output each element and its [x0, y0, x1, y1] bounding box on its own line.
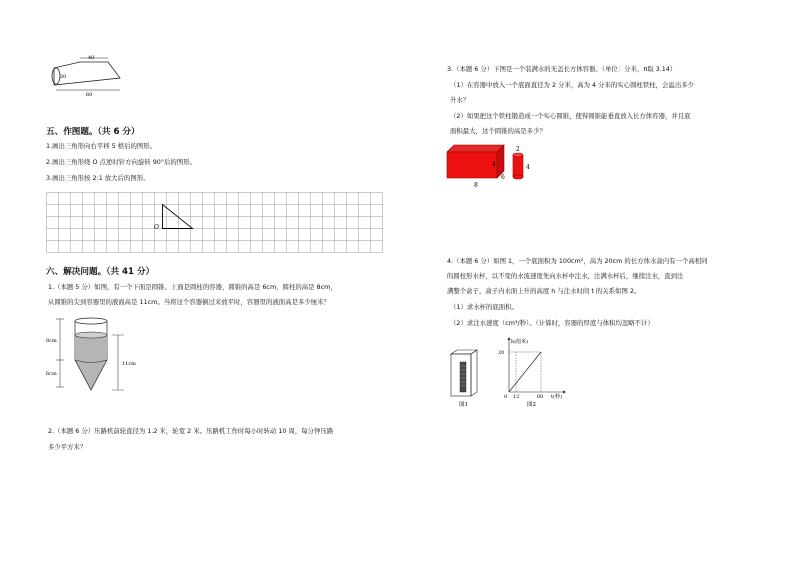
section5-item-2: 2.画出三角形绕 O 点逆时针方向旋转 90°后的图形。 [46, 158, 196, 166]
container-figure [46, 315, 156, 395]
q4-part1: （1）求水杯的底面积。 [450, 303, 518, 311]
svg-text:60: 60 [537, 394, 544, 400]
svg-text:2: 2 [516, 146, 520, 153]
q3-part1: （1）在容器中放入一个底面直径为 2 分米，高为 4 分米的实心圆柱铁柱，会溢出多少 [450, 81, 694, 89]
section5-item-1: 1.画出三角形向右平移 5 格后的图形。 [46, 142, 157, 150]
q4-line2: 的圆柱形水杯，以不变的水流速度先向水杯中注水，注满水杯后，继续注水，直到注 [447, 272, 684, 280]
svg-text:6cm: 6cm [46, 371, 57, 377]
svg-text:11cm: 11cm [122, 361, 136, 367]
q3-part1b: 升水？ [450, 96, 470, 104]
q2-line2: 多少平方米？ [48, 443, 87, 451]
label-20: 20 [60, 74, 67, 80]
svg-text:0: 0 [504, 394, 508, 400]
q4-line1: 4.（本题 6 分）如图 1，一个底面积为 100cm²，高为 20cm 的长方体水盒内有一个高相同 [447, 257, 708, 265]
svg-text:4: 4 [492, 161, 496, 168]
q4-line3: 满整个盒子，盒子内水面上升的高度 h 与注水时间 t 的关系如图 2。 [447, 287, 641, 295]
figure1-water-box [449, 348, 489, 408]
label-40: 40 [88, 55, 95, 61]
q3-part2b: 面积最大，这个圆锥的高是多少？ [450, 127, 546, 135]
q1-line1: 1.（本题 5 分）如图，有一个下面是圆锥、上面是圆柱的容器，圆锥的高是 6cm，圆柱的高是 8cm， [48, 283, 337, 291]
q3-part2: （2）如果把这个铁柱锻造成一个实心圆锥，使得圆锥能垂直放入长方体容器，并且底 [450, 112, 691, 120]
svg-text:12: 12 [513, 394, 520, 400]
right-column [445, 0, 765, 561]
label-60: 60 [86, 92, 93, 98]
svg-text:4: 4 [526, 164, 530, 171]
drawing-grid[interactable] [46, 192, 392, 254]
svg-text:t(秒): t(秒) [551, 394, 562, 400]
box-cylinder-figure [445, 143, 555, 191]
q3-line1: 3.（本题 6 分）下图是一个装满水的无盖长方体容器。（单位：分米，π取 3.14） [447, 65, 677, 73]
figure2-graph [497, 336, 569, 408]
q2-line1: 2.（本题 6 分）压路机前轮直径为 1.2 米，轮宽 2 米。压路机工作时每小时转动 10 周，每分钟压路 [48, 427, 334, 435]
svg-text:8: 8 [474, 182, 478, 189]
q1-line2: 从圆锥的尖到容器里的液面高是 11cm。当将这个容器倒过来放平时，容器里的液面高是多少厘米？ [48, 298, 330, 306]
left-column [46, 0, 391, 561]
grid-point-o: O [154, 224, 159, 231]
q4-part2: （2）求注水速度（cm³/秒）。（计算时，容器的厚度与体积均忽略不计） [450, 319, 654, 327]
svg-text:8cm: 8cm [46, 338, 57, 344]
figure2-caption: 图2 [527, 402, 536, 408]
section5-item-3: 3.画出三角形按 2:1 放大后的图形。 [46, 174, 150, 182]
svg-text:h(厘米): h(厘米) [511, 339, 529, 345]
svg-text:20: 20 [498, 350, 505, 356]
section6-heading: 六、解决问题。（共 41 分） [46, 267, 155, 277]
section5-heading: 五、作图题。（共 6 分） [46, 127, 140, 137]
figure1-caption: 图1 [459, 402, 468, 408]
svg-text:6: 6 [501, 174, 505, 181]
trapezoid-figure [46, 52, 136, 98]
